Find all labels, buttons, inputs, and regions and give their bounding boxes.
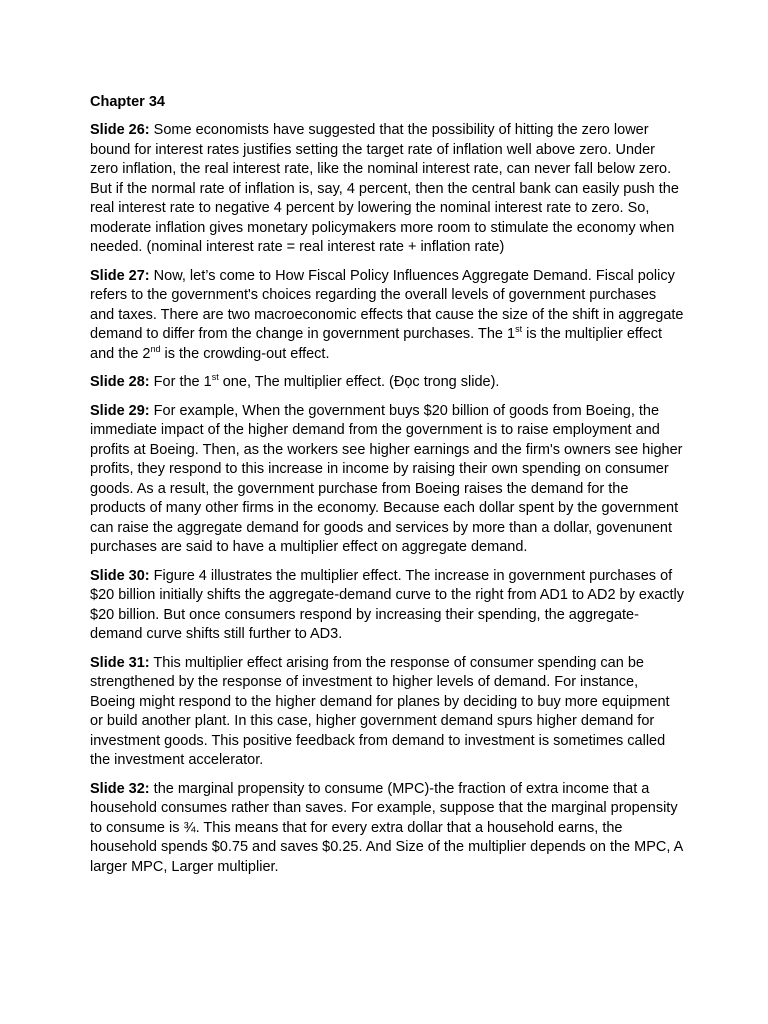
slide-27-text-c: is the crowding-out effect. [160, 345, 330, 362]
slide-26-paragraph [90, 121, 684, 258]
slide-27-sup-nd: nd [150, 343, 161, 354]
slide-31-paragraph [90, 654, 684, 771]
slide-28-paragraph [90, 373, 684, 393]
slide-29-text: For example, When the government buys $20 billion of goods from Boeing, the immediate impact of the higher demand from the government is to raise employment and profits at Boeing. Then, as the workers see higher earnings and the firm's owners see higher profits, they respond to this increase in income by raising their own spending on consumer goods. As a result, the government purchase from Boeing raises the demand for the products of many other firms in the economy. Because each dollar spent by the government can raise the aggregate demand for goods and services by more than a dollar, govenunent purchases are said to have a multiplier effect on aggregate demand. [90, 402, 683, 555]
chapter-title: Chapter 34 [90, 94, 165, 110]
slide-28-sup-st: st [211, 372, 219, 383]
slide-31-label: Slide 31: [90, 654, 150, 671]
slide-30-paragraph [90, 567, 684, 645]
slide-28-text-b: one, The multiplier effect. (Đọc trong slide). [218, 374, 500, 390]
slide-29-label: Slide 29: [90, 402, 150, 419]
slide-32-text: the marginal propensity to consume (MPC)-the fraction of extra income that a household consumes rather than saves. For example, suppose that the marginal propensity to consume is ¾. This means that for every extra dollar that a household earns, the household spends $0.75 and saves $0.25. And Size of the multiplier depends on the MPC, A larger MPC, Larger multiplier. [90, 780, 683, 875]
slide-28-text-a: For the 1 [149, 374, 212, 390]
slide-27-sup-st: st [515, 324, 523, 335]
slide-27-text-a: Now, let’s come to How Fiscal Policy Influences Aggregate Demand. Fiscal policy refers to the government's choices regarding the overall levels of government purchases and taxes. There are two macroeconomic effects that cause the size of the shift in aggregate demand to differ from the change in government purchases. The 1 [90, 267, 684, 342]
slide-30-text: Figure 4 illustrates the multiplier effect. The increase in government purchases of $20 billion initially shifts the aggregate-demand curve to the right from AD1 to AD2 by exactly $20 billion. But once consumers respond by increasing their spending, the aggregate-demand curve shifts still further to AD3. [90, 567, 685, 642]
slide-31-text: This multiplier effect arising from the response of consumer spending can be strengthened by the response of investment to higher levels of demand. For instance, Boeing might respond to the higher demand for planes by deciding to buy more equipment or build another plant. In this case, higher government demand spurs higher demand for investment goods. This positive feedback from demand to investment is sometimes called the investment accelerator. [90, 654, 670, 768]
slide-30-label: Slide 30: [90, 567, 150, 584]
slide-32-paragraph [90, 780, 684, 878]
slide-26-label: Slide 26: [90, 122, 150, 138]
slide-27-label: Slide 27: [90, 267, 150, 284]
slide-27-paragraph [90, 267, 684, 365]
document-page [90, 92, 684, 886]
slide-28-label: Slide 28: [90, 374, 150, 390]
slide-27-text-b: is the multiplier effect and the 2 [90, 326, 663, 362]
slide-29-paragraph [90, 402, 684, 558]
slide-26-text: Some economists have suggested that the possibility of hitting the zero lower bound for interest rates justifies setting the target rate of inflation well above zero. Under zero inflation, the real interest rate, like the nominal interest rate, can never fall below zero. But if the normal rate of inflation is, say, 4 percent, then the central bank can easily push the real interest rate to negative 4 percent by lowering the nominal interest rate to zero. So, moderate inflation gives monetary policymakers more room to stimulate the economy when needed. (nominal interest rate = real interest rate + inflation rate) [90, 122, 679, 255]
slide-32-label: Slide 32: [90, 780, 150, 797]
